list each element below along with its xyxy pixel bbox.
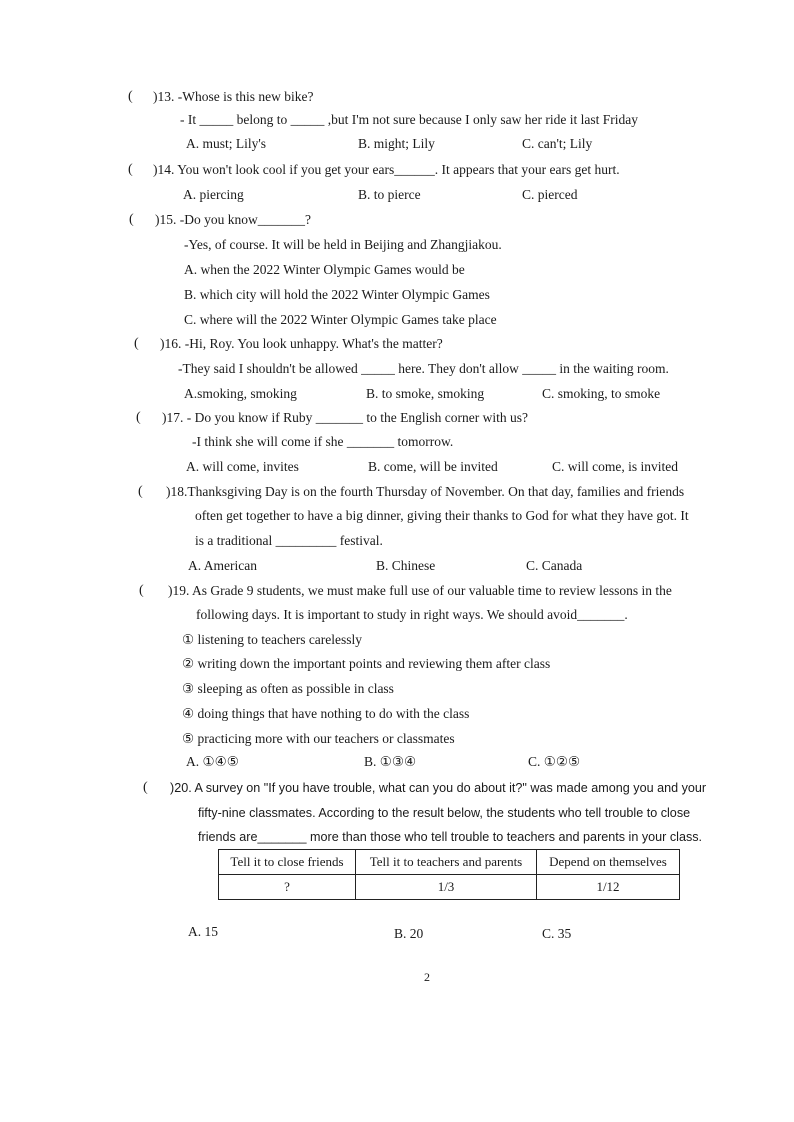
page-number: 2 (424, 970, 430, 984)
question-20-line: fifty-nine classmates. According to the result below, the students who tell trouble to close (198, 806, 691, 820)
question-19-option-c: C. ①②⑤ (528, 754, 581, 769)
answer-paren: ( (134, 336, 139, 351)
question-14-option-b: B. to pierce (358, 187, 421, 202)
question-16-option-b: B. to smoke, smoking (366, 386, 485, 401)
question-13-option-a: A. must; Lily's (186, 136, 267, 151)
table-row (219, 875, 680, 900)
question-14-option-c: C. pierced (522, 187, 578, 202)
survey-table (218, 849, 680, 900)
question-18-line: is a traditional _________ festival. (195, 533, 383, 548)
question-17-line: -I think she will come if she _______ tomorrow. (192, 434, 454, 449)
question-19-line: following days. It is important to study in right ways. We should avoid_______. (196, 607, 628, 622)
question-20-option-c: C. 35 (542, 926, 572, 941)
question-19-item: ② writing down the important points and reviewing them after class (182, 656, 551, 671)
question-18-stem: )18.Thanksgiving Day is on the fourth Thursday of November. On that day, families and friends (166, 484, 685, 499)
table-cell: 1/12 (537, 875, 680, 900)
table-cell: ? (219, 875, 356, 900)
question-19-option-b: B. ①③④ (364, 754, 417, 769)
answer-paren: ( (128, 89, 133, 104)
question-16-option-a: A.smoking, smoking (184, 386, 297, 401)
question-19-option-a: A. ①④⑤ (186, 754, 239, 769)
table-header-row (219, 850, 680, 875)
question-19-stem: )19. As Grade 9 students, we must make full use of our valuable time to review lessons in the (168, 583, 672, 598)
question-20-option-b: B. 20 (394, 926, 424, 941)
table-header-cell: Tell it to teachers and parents (356, 850, 537, 875)
question-15-stem: )15. -Do you know_______? (155, 212, 311, 227)
question-20-stem: )20. A survey on "If you have trouble, what can you do about it?" was made among you and your (170, 781, 707, 795)
answer-paren: ( (129, 212, 134, 227)
table-cell: 1/3 (356, 875, 537, 900)
question-15-option-c: C. where will the 2022 Winter Olympic Games take place (184, 312, 497, 327)
question-16-stem: )16. -Hi, Roy. You look unhappy. What's the matter? (160, 336, 443, 351)
question-17-option-b: B. come, will be invited (368, 459, 498, 474)
answer-paren: ( (139, 583, 144, 598)
question-16-line: -They said I shouldn't be allowed _____ here. They don't allow _____ in the waiting room. (178, 361, 669, 376)
question-15-line: -Yes, of course. It will be held in Beijing and Zhangjiakou. (184, 237, 502, 252)
question-16-option-c: C. smoking, to smoke (542, 386, 661, 401)
question-20-line: friends are_______ more than those who tell trouble to teachers and parents in your class. (198, 830, 703, 844)
question-13-option-b: B. might; Lily (358, 136, 435, 151)
question-18-option-a: A. American (188, 558, 257, 573)
question-14-option-a: A. piercing (183, 187, 244, 202)
question-18-option-b: B. Chinese (376, 558, 436, 573)
question-20-option-a: A. 15 (188, 924, 218, 939)
question-15-option-a: A. when the 2022 Winter Olympic Games would be (184, 262, 465, 277)
question-19-item: ③ sleeping as often as possible in class (182, 681, 394, 696)
answer-paren: ( (138, 484, 143, 499)
question-18-option-c: C. Canada (526, 558, 583, 573)
question-13-option-c: C. can't; Lily (522, 136, 593, 151)
question-13-stem: )13. -Whose is this new bike? (153, 89, 314, 104)
question-17-option-a: A. will come, invites (186, 459, 299, 474)
question-13-line: - It _____ belong to _____ ,but I'm not sure because I only saw her ride it last Friday (180, 112, 638, 127)
answer-paren: ( (143, 780, 148, 795)
question-15-option-b: B. which city will hold the 2022 Winter Olympic Games (184, 287, 490, 302)
answer-paren: ( (128, 162, 133, 177)
question-18-line: often get together to have a big dinner, giving their thanks to God for what they have got. It (195, 508, 689, 523)
question-14-stem: )14. You won't look cool if you get your ears______. It appears that your ears get hurt. (153, 162, 620, 177)
question-17-option-c: C. will come, is invited (552, 459, 678, 474)
question-19-item: ④ doing things that have nothing to do with the class (182, 706, 470, 721)
question-17-stem: )17. - Do you know if Ruby _______ to the English corner with us? (162, 410, 528, 425)
table-header-cell: Tell it to close friends (219, 850, 356, 875)
table-header-cell: Depend on themselves (537, 850, 680, 875)
question-19-item: ⑤ practicing more with our teachers or classmates (182, 731, 455, 746)
answer-paren: ( (136, 410, 141, 425)
question-19-item: ① listening to teachers carelessly (182, 632, 363, 647)
